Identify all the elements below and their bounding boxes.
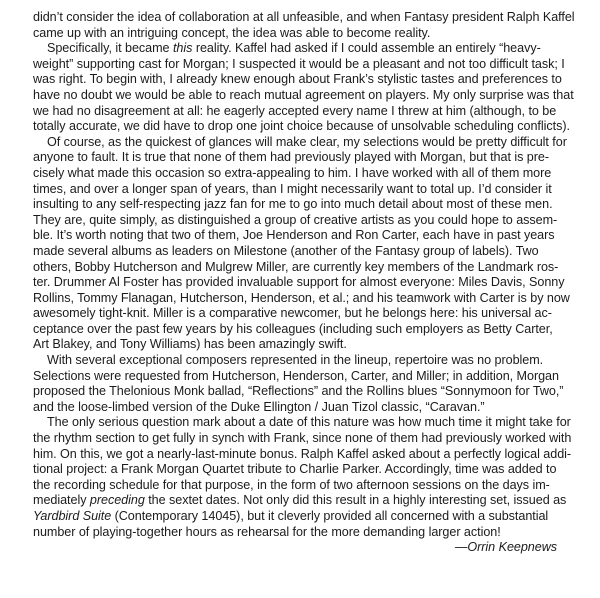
text-line: we had no disagreement at all: he eagerly accepted every name I threw at him (although, to be	[33, 103, 557, 118]
text-line: awesomely tight-knit. Miller is a comparative newcomer, but he belongs here: his universal ac-	[33, 306, 552, 321]
text-line: him. On this, we got a nearly-last-minute bonus. Ralph Kaffel asked about a perfectly logical addi-	[33, 446, 572, 461]
text-line: came up with an intriguing concept, the idea was able to become reality.	[33, 25, 431, 40]
text-line: anyone to fault. It is true that none of them had previously played with Morgan, but that is pre-	[33, 150, 549, 165]
text-line: the rhythm section to get fully in synch with Frank, since none of them had previously worked with	[33, 431, 572, 446]
paragraph-1	[33, 10, 575, 41]
liner-notes-text	[33, 10, 575, 556]
text-line: cisely what made this occasion so extra-appealing to him. I have worked with all of them more	[33, 165, 552, 180]
text-line: made several albums as leaders on Milestone (another of the Fantasy group of labels). Two	[33, 243, 539, 258]
text-line: weight” supporting cast for Morgan; I suspected it would be a pleasant and not too difficult task; I	[33, 56, 565, 71]
text-line: number of playing-together hours as rehearsal for the more demanding larger action!	[33, 524, 501, 539]
text-line: Selections were requested from Hutcherson, Henderson, Carter, and Miller; in addition, Morgan	[33, 368, 559, 383]
paragraph-3	[33, 135, 575, 353]
paragraph-2	[33, 41, 575, 135]
text-line: others, Bobby Hutcherson and Mulgrew Miller, are currently key members of the Landmark ros-	[33, 259, 559, 274]
text-line: mediately preceding the sextet dates. Not only did this result in a highly interesting set, issued as	[33, 493, 567, 508]
text-line: have no doubt we would be able to reach mutual agreement on players. My only surprise was that	[33, 87, 574, 102]
italic-text: Yardbird Suite	[33, 509, 112, 523]
text-line: tional project: a Frank Morgan Quartet tribute to Charlie Parker. Accordingly, time was added to	[33, 462, 557, 477]
text-line: With several exceptional composers represented in the lineup, repertoire was no problem.	[47, 353, 544, 368]
author-signature: —Orrin Keepnews	[454, 540, 557, 555]
text-line: They are, quite simply, as distinguished a group of creative artists as you could hope to assem-	[33, 212, 558, 227]
text-line: didn’t consider the idea of collaboration at all unfeasible, and when Fantasy president Ralph Kaffel	[33, 10, 575, 24]
text-line: totally accurate, we did have to drop one joint choice because of unsolvable scheduling conflicts).	[33, 119, 570, 134]
text-line: Art Blakey, and Tony Williams) has been amazingly swift.	[33, 337, 347, 352]
text-line: proposed the Thelonious Monk ballad, “Reflections” and the Rollins blues “Sonnymoon for Two,”	[33, 384, 564, 399]
text-line: Of course, as the quickest of glances will make clear, my selections would be pretty difficult for	[47, 134, 567, 149]
italic-text: preceding	[89, 493, 145, 508]
text-line: The only serious question mark about a date of this nature was how much time it might take for	[47, 415, 571, 430]
text-line: Yardbird Suite (Contemporary 14045), but it cleverly provided all concerned with a substantial	[33, 509, 549, 523]
paragraph-5	[33, 415, 575, 540]
text-line: was right. To begin with, I already knew enough about Frank’s stylistic tastes and preferences to	[33, 72, 562, 87]
text-line: insulting to any self-respecting jazz fan for me to go into much detail about most of these men.	[33, 197, 553, 212]
text-line: and the loose-limbed version of the Duke Ellington / Juan Tizol classic, “Caravan.”	[33, 399, 485, 414]
paragraph-4	[33, 353, 575, 415]
text-line: the recording schedule for that purpose, in the form of two afternoon sessions on the days im-	[33, 477, 550, 492]
text-line: ble. It’s worth noting that two of them, Joe Henderson and Ron Carter, each have in past years	[33, 228, 555, 243]
italic-text: this	[172, 41, 193, 56]
text-line: Specifically, it became this reality. Kaffel had asked if I could assemble an entirely “heavy-	[47, 41, 541, 56]
text-line: ter. Drummer Al Foster has provided invaluable support for almost everyone: Miles Davis, Sonny	[33, 275, 565, 290]
paragraph-container	[33, 10, 575, 540]
text-line: ceptance over the past few years by his colleagues (including such employers as Betty Carter,	[33, 321, 553, 336]
text-line: Rollins, Tommy Flanagan, Hutcherson, Henderson, et al.; and his teamwork with Carter is by now	[33, 290, 570, 305]
text-line: times, and over a longer span of years, than I might necessarily want to total up. I’d consider it	[33, 181, 552, 196]
